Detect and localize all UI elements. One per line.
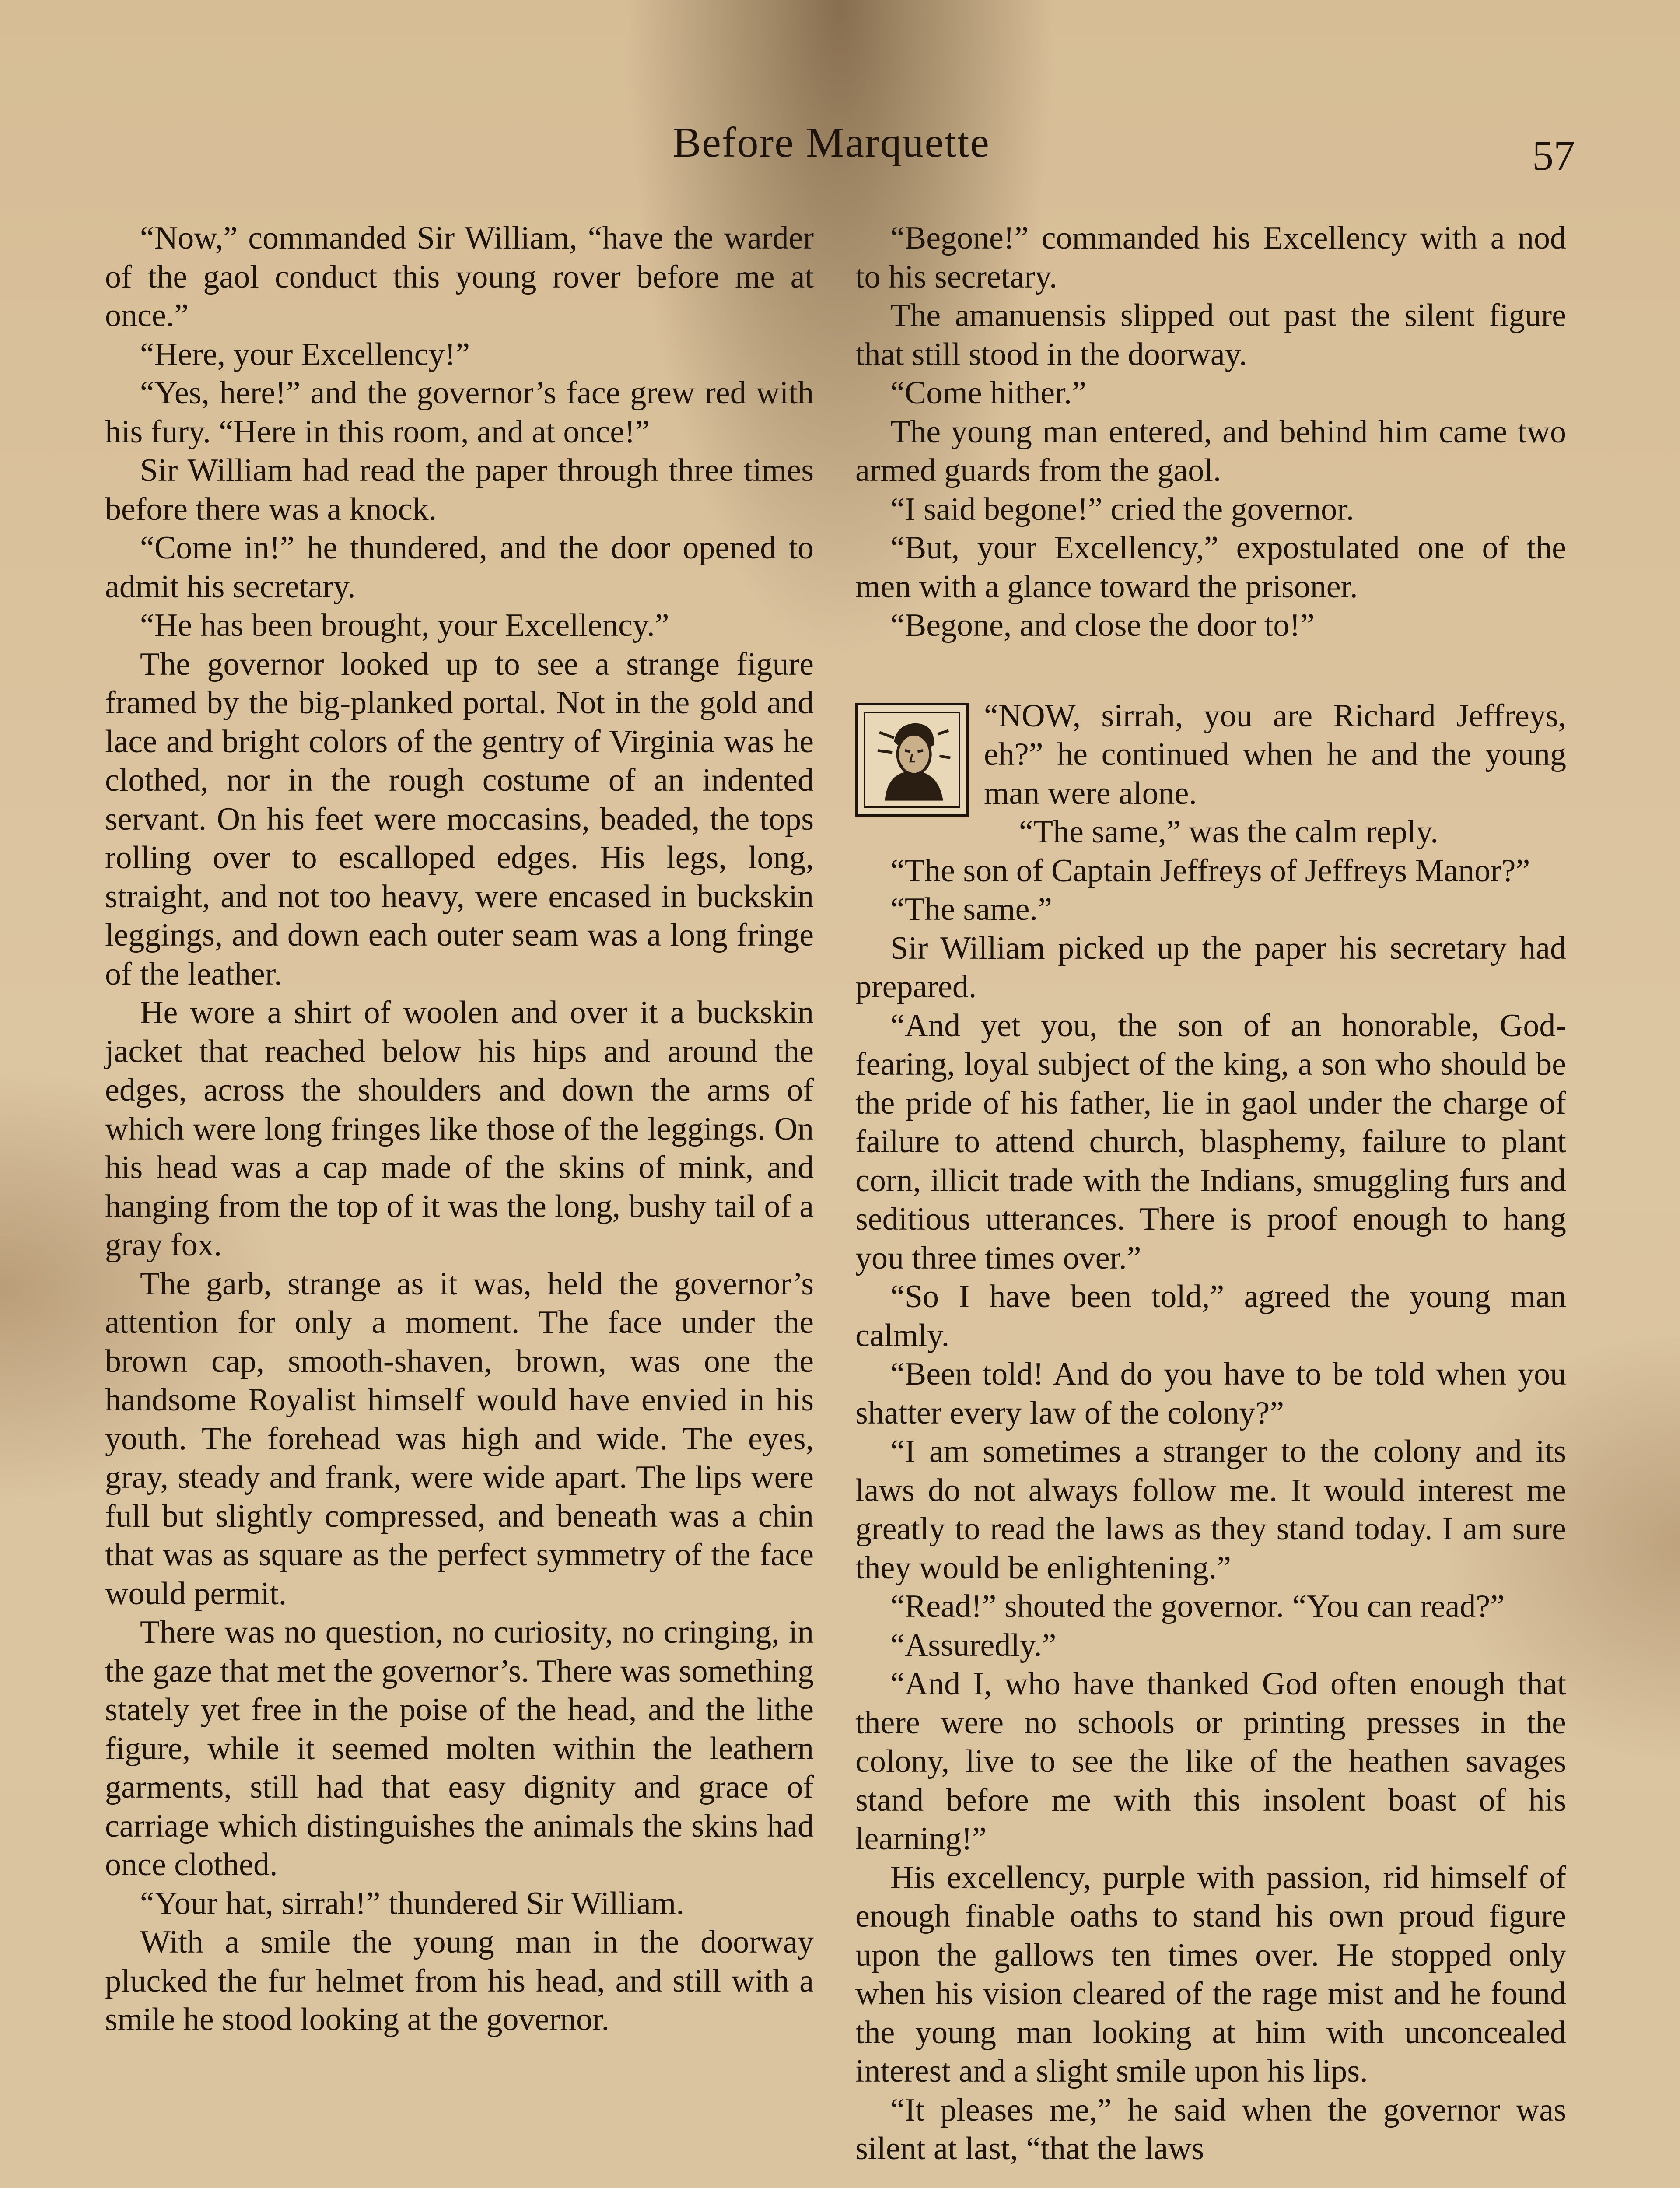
paragraph: He wore a shirt of woolen and over it a buckskin jacket that reached below his hips and around the edges, across the shoulders and down the arms of which were long fringes like those of the leggings. On his head was a cap made of the skins of mink, and hanging from the top of it was the long, bushy tail of a gray fox.: [105, 995, 814, 1263]
paragraph: “The same.”: [890, 891, 1052, 927]
paragraph: Sir William had read the paper through three times before there was a knock.: [105, 452, 814, 527]
paragraph: His excellency, purple with passion, rid himself of enough finable oaths to stand his own proud figure upon the gallows ten times over. He stopped only when his vision cleared of the rage mist and he found the young man looking at him with unconcealed interest and a slight smile upon his lips.: [855, 1859, 1566, 2089]
paragraph: “I said begone!” cried the governor.: [890, 491, 1354, 527]
paragraph: “The son of Captain Jeffreys of Jeffreys Manor?”: [890, 852, 1530, 889]
paragraph: “Here, your Excellency!”: [140, 336, 470, 372]
paragraph: “Come hither.”: [890, 375, 1086, 411]
paragraph: “Read!” shouted the governor. “You can read?”: [890, 1588, 1505, 1624]
paragraph: “Assuredly.”: [890, 1627, 1057, 1663]
right-column: [855, 219, 1566, 2168]
paragraph: “Your hat, sirrah!” thundered Sir William.: [140, 1885, 684, 1922]
paragraph: Sir William picked up the paper his secretary had prepared.: [855, 930, 1566, 1005]
portrait-vignette-icon: [855, 703, 969, 817]
paragraph: The young man entered, and behind him came two armed guards from the gaol.: [855, 414, 1566, 488]
paragraph: “Come in!” he thundered, and the door opened to admit his secretary.: [105, 530, 814, 605]
paragraph: “Yes, here!” and the governor’s face grew red with his fury. “Here in this room, and at once!”: [105, 375, 814, 450]
paragraph: “NOW, sirrah, you are Richard Jeffreys, eh?” he continued when he and the young man were alone.: [984, 698, 1566, 811]
paragraph: “Begone!” commanded his Excellency with a nod to his secretary.: [855, 220, 1566, 295]
left-column: [105, 219, 814, 2039]
paragraph: “It pleases me,” he said when the governor was silent at last, “that the laws: [855, 2092, 1566, 2167]
paragraph: There was no question, no curiosity, no cringing, in the gaze that met the governor’s. There was something stately yet free in the poise of the head, and the lithe figure, while it seemed molten within the leathern garments, still had that easy dignity and grace of carriage which distinguishes the animals the skins had once clothed.: [105, 1614, 814, 1883]
paragraph: “And yet you, the son of an honorable, God-fearing, loyal subject of the king, a son who should be the pride of his father, lie in gaol under the charge of failure to attend church, blasphemy, failure to plant corn, illicit trade with the Indians, smuggling furs and seditious utterances. There is proof enough to hang you three times over.”: [855, 1007, 1566, 1276]
paragraph: “He has been brought, your Excellency.”: [140, 607, 669, 643]
page-number: 57: [1532, 132, 1575, 179]
paragraph: “And I, who have thanked God often enough that there were no schools or printing presses in the colony, live to see the like of the heathen savages stand before me with this insolent boast of his learning!”: [855, 1666, 1566, 1857]
paragraph: “Begone, and close the door to!”: [890, 607, 1315, 643]
paragraph: “Been told! And do you have to be told when you shatter every law of the colony?”: [855, 1356, 1566, 1431]
paragraph: “Now,” commanded Sir William, “have the warder of the gaol conduct this young rover before me at once.”: [105, 220, 814, 333]
paragraph: The governor looked up to see a strange figure framed by the big-planked portal. Not in the gold and lace and bright colors of the gentry of Virginia was he clothed, nor in the rough costume of an indented servant. On his feet were moccasins, beaded, the tops rolling over to escalloped edges. His legs, long, straight, and not too heavy, were encased in buckskin leggings, and down each outer seam was a long fringe of the leather.: [105, 646, 814, 992]
section-start: [855, 697, 1566, 2168]
paragraph: The garb, strange as it was, held the governor’s attention for only a moment. The face under the brown cap, smooth-shaven, brown, was one the handsome Royalist himself would have envied in his youth. The forehead was high and wide. The eyes, gray, steady and frank, were wide apart. The lips were full but slightly compressed, and beneath was a chin that was as square as the perfect symmetry of the face would permit.: [105, 1266, 814, 1612]
portrait-illustration: [867, 714, 958, 805]
running-title: Before Marquette: [672, 119, 990, 166]
paragraph: “But, your Excellency,” expostulated one of the men with a glance toward the prisoner.: [855, 530, 1566, 605]
paragraph: “So I have been told,” agreed the young man calmly.: [855, 1279, 1566, 1353]
paragraph: The amanuensis slipped out past the silent figure that still stood in the doorway.: [855, 298, 1566, 372]
paragraph: “I am sometimes a stranger to the colony and its laws do not always follow me. It would interest me greatly to read the laws as they stand today. I am sure they would be enlightening.”: [855, 1434, 1566, 1586]
paragraph: With a smile the young man in the doorway plucked the fur helmet from his head, and still with a smile he stood looking at the governor.: [105, 1924, 814, 2037]
paragraph: “The same,” was the calm reply.: [1019, 814, 1438, 850]
